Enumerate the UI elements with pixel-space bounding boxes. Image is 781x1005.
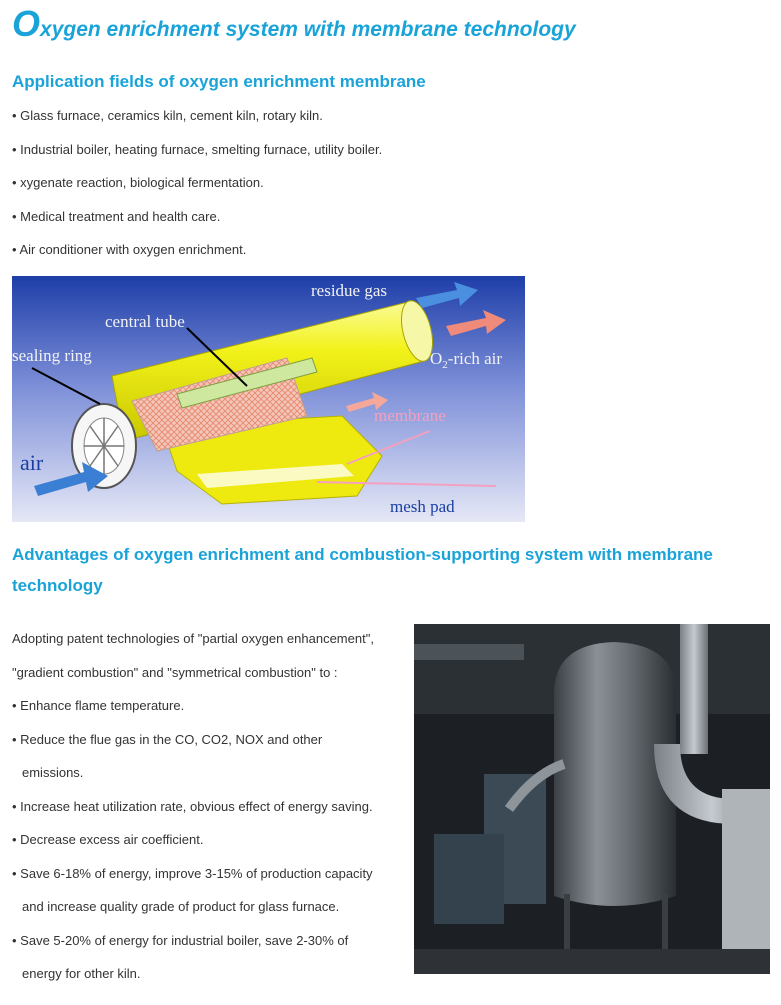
industrial-equipment-photo (414, 624, 770, 974)
list-item: • Reduce the flue gas in the CO, CO2, NOX and other (12, 731, 323, 747)
intro-line: Adopting patent technologies of "partial oxygen enhancement", (12, 631, 374, 646)
label-mesh-pad: mesh pad (390, 497, 455, 516)
list-item: • Increase heat utilization rate, obvious effect of energy saving. (12, 798, 373, 814)
membrane-module-diagram (12, 276, 525, 522)
photo-tank-leg (564, 894, 570, 954)
photo-motor (434, 834, 504, 924)
photo-right-unit (722, 789, 770, 974)
list-item: • Enhance flame temperature. (12, 698, 185, 713)
label-sealing-ring: sealing ring (12, 346, 92, 365)
photo-beam (414, 644, 524, 660)
section-heading-applications: Application fields of oxygen enrichment membrane (12, 72, 426, 91)
label-residue-gas: residue gas (311, 281, 388, 300)
label-o2-rich-air: $O_2$-rich air (430, 349, 503, 371)
title-initial: O (12, 3, 41, 44)
list-item: • Glass furnace, ceramics kiln, cement kiln, rotary kiln. (12, 108, 323, 123)
photo-vertical-pipe (680, 624, 708, 754)
section-heading-advantages: Advantages of oxygen enrichment and combustion-supporting system with membrane technology (12, 545, 713, 595)
photo-floor (414, 949, 770, 974)
label-air: air (20, 450, 44, 475)
title-rest: xygen enrichment system with membrane technology (40, 18, 576, 41)
page-title (12, 3, 576, 44)
list-item: • Medical treatment and health care. (12, 208, 221, 224)
list-item: • Industrial boiler, heating furnace, smelting furnace, utility boiler. (12, 141, 383, 157)
list-item-continuation: emissions. (22, 765, 84, 780)
list-item: • Save 6-18% of energy, improve 3-15% of production capacity (12, 865, 373, 881)
intro-line: "gradient combustion" and "symmetrical combustion" to : (12, 664, 338, 680)
list-item-continuation: energy for other kiln. (22, 966, 141, 981)
list-item-continuation: and increase quality grade of product for glass furnace. (22, 899, 340, 914)
list-item: • Air conditioner with oxygen enrichment. (12, 242, 247, 258)
photo-tank-leg (662, 894, 668, 954)
list-item: • xygenate reaction, biological fermentation. (12, 175, 264, 191)
application-list (12, 107, 382, 275)
label-central-tube: central tube (105, 312, 185, 331)
list-item: • Save 5-20% of energy for industrial boiler, save 2-30% of (12, 932, 349, 948)
sealing-ring-spokes (84, 418, 124, 474)
advantages-text (12, 622, 407, 991)
label-membrane: membrane (374, 406, 446, 425)
list-item: • Decrease excess air coefficient. (12, 832, 204, 847)
